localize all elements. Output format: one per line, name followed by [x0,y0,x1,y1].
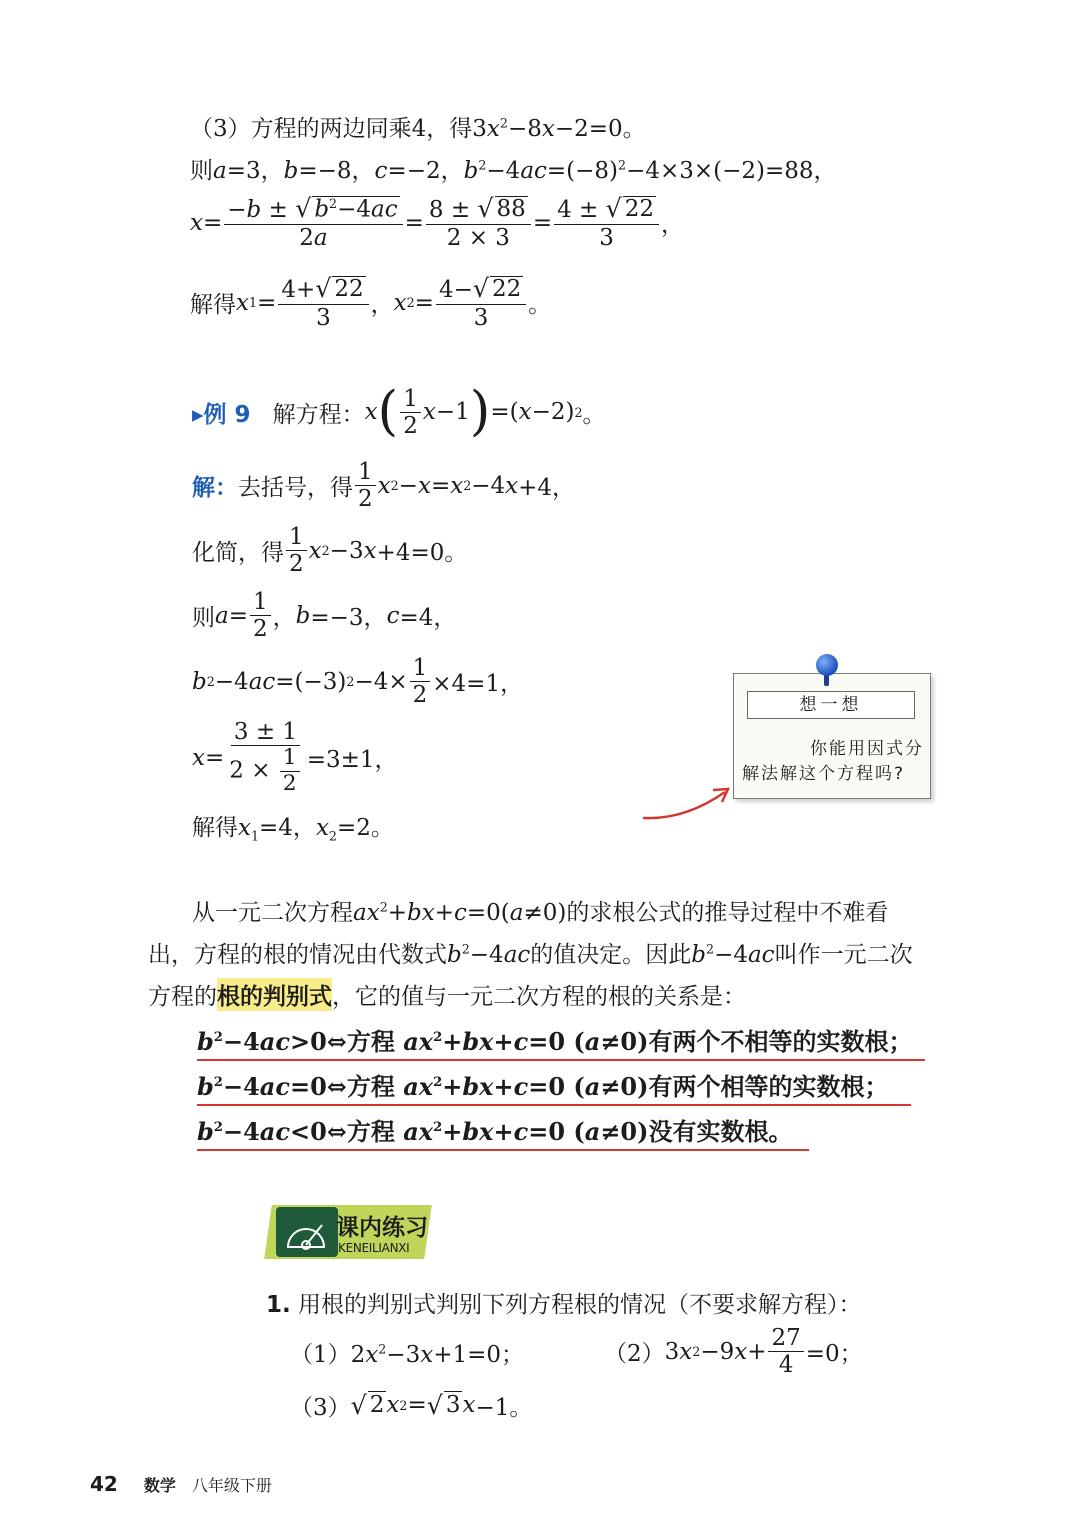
pushpin-icon [816,654,838,676]
think-note-title: 想一想 [747,691,915,719]
exercise-badge [268,1205,450,1259]
example9-heading: ▸例 9 解方程： x ( $\frac{1}{2}$ x −1 ) =( x −2) 2 。 [192,381,606,442]
footer-subject: 数学 [143,1476,176,1495]
part3-result: 解得 x 1 = 4+ √ 22 3 ， x 2 = 4− √ 22 3 。 [190,274,552,331]
example9-title: 解方程： [272,401,365,428]
example9-step3: 则 a = $\frac{1}{2}$ ， b =−3， c =4， [192,589,457,643]
paragraph-line1: 从一元二次方程$ax^2+bx+c=0(a\ne 0)$的求根公式的推导过程中不难看 [192,898,889,926]
page-number: 42 [90,1472,118,1496]
think-note-body: 你能用因式分 解法解这个方程吗? [742,739,924,784]
example9-step5: x = 3 ± 1 2 × $\frac{1}{2}$ =3±1， [192,719,398,797]
exercise-part2: （2） 3 x 2 −9 x + $\frac{27}{4}$ =0； [604,1325,863,1379]
example9-step6: 解得$x_1=4$，$x_2=2$。 [192,814,394,844]
example9-step2: 化简，得 $\frac{1}{2}$ x 2 −3 x +4=0。 [192,524,468,578]
part3-line2: 则a=3，b=−8，c=−2，$b^2-4ac=(-8)^2-4\times 3\times(-2)=88$， [190,156,837,184]
footer-book: 八年级下册 [191,1476,272,1495]
example9-marker: ▸例 9 [192,401,251,428]
example9-step1: 解： 去括号，得 $\frac{1}{2}$ x 2 − x = x 2 −4 x +4， [192,459,576,513]
paragraph-line2: 出，方程的根的情况由代数式$b^2-4ac$的值决定。因此$b^2-4ac$叫作一元二次 [148,940,913,968]
protractor-icon [284,1215,328,1251]
part3-line1: （3）方程的两边同乘4，得$3x^2-8x-2=0$。 [190,114,646,142]
think-note [733,673,931,799]
badge-title: 课内练习 [336,1215,428,1241]
part3-formula: x = −b ± √ $b^2-4ac$ 2a = 8 ± √ 88 2 × 3 = 4 ± √ 22 3 ， [190,194,685,251]
page-footer [90,1472,272,1496]
exercise-part1: $(1)2x^2-3x+1=0$； [290,1340,525,1368]
exercise-part3: （3） √ 2 x 2 = √ 3 x −1。 [290,1390,533,1421]
example9-step4: b 2 −4 ac =(−3) 2 −4× $\frac{1}{2}$ ×4=1， [192,655,524,709]
discriminant-term: 根的判别式 [217,978,332,1011]
rule-positive: $b^2-4ac>0\Leftrightarrow$方程 $ax^2+bx+c=0$ (a≠0)有两个不相等的实数根； [197,1022,925,1061]
rule-zero: $b^2-4ac=0\Leftrightarrow$方程 $ax^2+bx+c=0$ (a≠0)有两个相等的实数根； [197,1067,911,1106]
badge-subtitle: KENEILIANXI [338,1241,410,1255]
exercise-question1: 1. 用根的判别式判别下列方程根的情况（不要求解方程）： [266,1291,862,1318]
rule-negative: $b^2-4ac<0\Leftrightarrow$方程 $ax^2+bx+c=0$ (a≠0)没有实数根。 [197,1112,809,1151]
solution-label: 解： [192,475,238,502]
red-arrow-icon [640,780,735,825]
paragraph-line3: 方程的 根的判别式 ，它的值与一元二次方程的根的关系是： [148,972,746,1016]
